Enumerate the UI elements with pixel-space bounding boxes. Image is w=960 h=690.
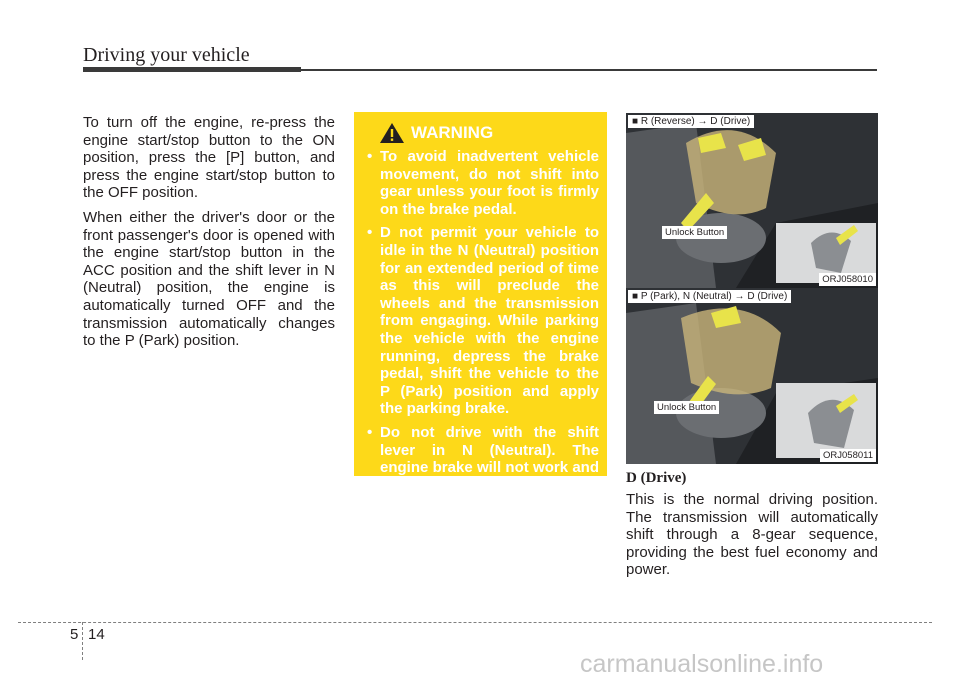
drive-section-text (626, 491, 878, 579)
drive-paragraph: This is the normal driving position. The transmission will automatically shift through a 8-gear sequence, providing the best fuel economy and power. (626, 491, 878, 579)
unlock-button-label: Unlock Button (654, 401, 719, 414)
shift-lever-illustration (626, 113, 878, 288)
left-column (83, 114, 335, 357)
warning-item: • Do not drive with the shift lever in N (Neutral). The engine brake will not work and may lead to an accident. (365, 424, 599, 494)
warning-list (365, 148, 599, 494)
warning-item: • To avoid inadvertent vehicle movement, do not shift into gear unless your foot is firmly on the brake pedal. (365, 148, 599, 218)
paragraph-turn-off: To turn off the engine, re-press the engine start/stop button to the ON position, press the [P] button, and press the engine start/stop button to the OFF position. (83, 114, 335, 202)
paragraph-door-open: When either the driver's door or the front passenger's door is opened with the engine start/stop button in the ACC position and the shift lever in N (Neutral) position, the engine is automatically turned OFF and the transmission automatically changes to the P (Park) position. (83, 208, 335, 350)
header-rule-thick (83, 67, 301, 72)
warning-title: WARNING (411, 123, 494, 142)
warning-triangle-icon (379, 122, 405, 144)
unlock-button-label: Unlock Button (662, 226, 727, 239)
warning-header (379, 122, 599, 144)
shift-lever-photo-reverse-to-drive (626, 113, 878, 288)
shift-lever-photo-park-neutral-to-drive (626, 288, 878, 464)
figure-caption: ■ R (Reverse) → D (Drive) (628, 115, 754, 128)
warning-item: • D not permit your vehicle to idle in the N (Neutral) position for an extended period of time as this will preclude the wheels and the transmission from engaging. While parking the vehicle with the engine running, depress the brake pedal, shift the vehicle to the P (Park) position and apply the parking brake. (365, 224, 599, 418)
figure-code: ORJ058011 (820, 449, 876, 462)
figure-caption: ■ P (Park), N (Neutral) → D (Drive) (628, 290, 791, 303)
watermark: carmanualsonline.info (580, 650, 824, 678)
section-number: 5 (70, 626, 79, 643)
warning-box (354, 112, 607, 494)
shift-lever-illustration (626, 288, 878, 464)
running-header: Driving your vehicle (83, 44, 250, 66)
page-number: 14 (88, 626, 105, 643)
footer-divider (82, 622, 83, 660)
header-rule-thin (301, 69, 877, 71)
figure-code: ORJ058010 (819, 273, 876, 286)
footer-rule (18, 622, 932, 623)
drive-section-title: D (Drive) (626, 470, 687, 486)
